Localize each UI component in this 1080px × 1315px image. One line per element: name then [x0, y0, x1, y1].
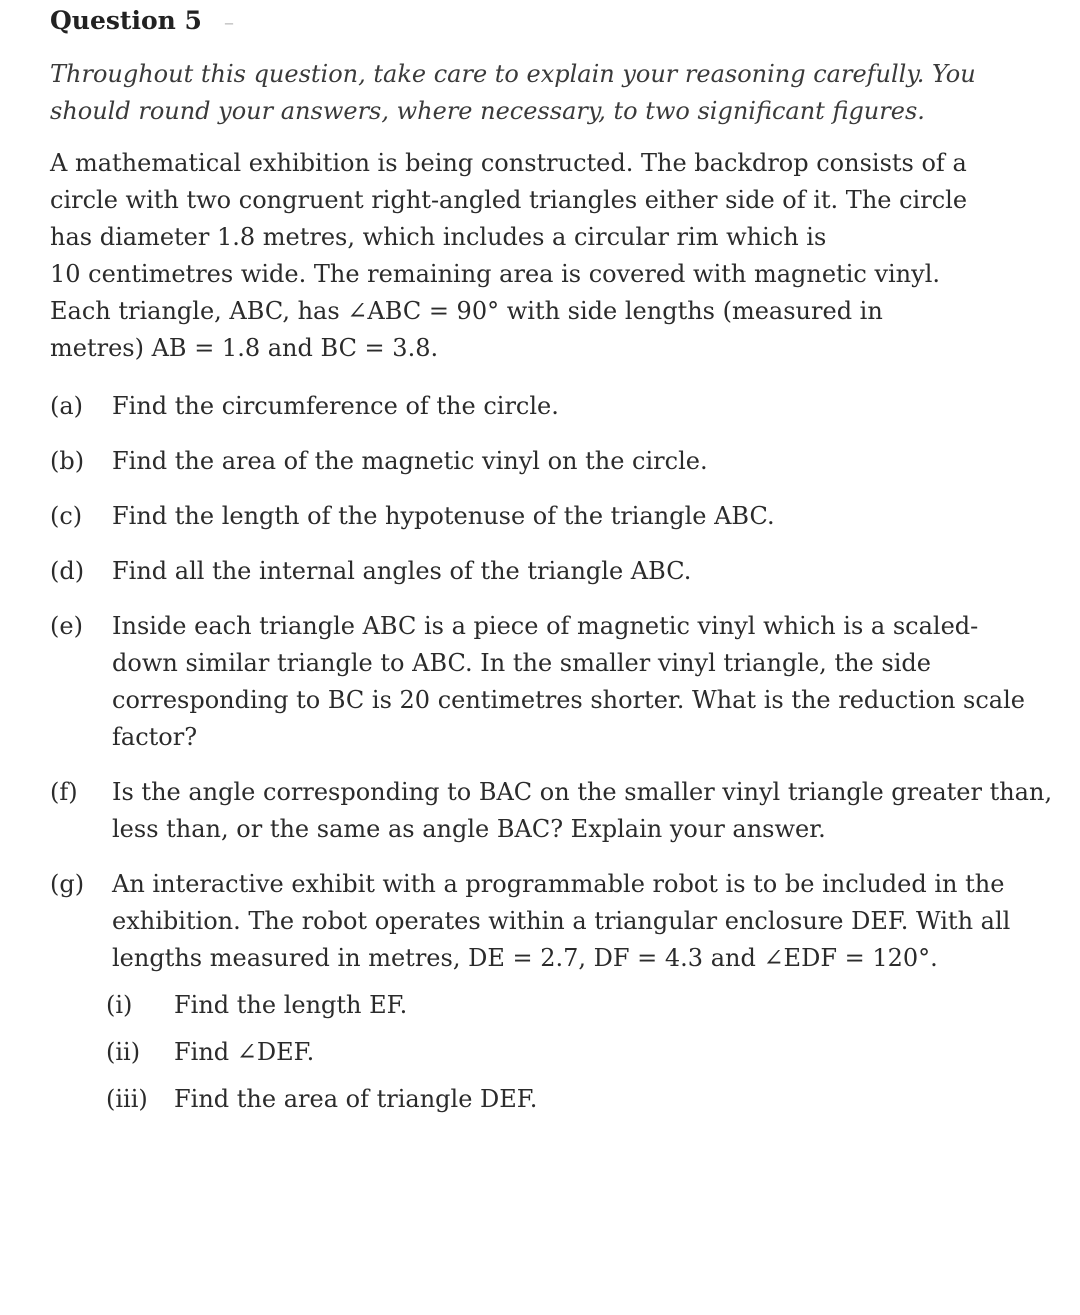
- part-g: [50, 866, 1070, 977]
- question-title: Question 5: [50, 6, 202, 35]
- part-label: (f): [50, 778, 78, 806]
- intro-line: A mathematical exhibition is being constructed. The backdrop consists of a: [50, 149, 967, 177]
- subpart-label: (iii): [106, 1085, 148, 1113]
- part-text: Find the area of the magnetic vinyl on the circle.: [112, 447, 708, 475]
- intro-line: 10 centimetres wide. The remaining area is covered with magnetic vinyl.: [50, 260, 941, 288]
- subpart-label: (i): [106, 991, 133, 1019]
- part-label: (b): [50, 447, 85, 475]
- question-header: [50, 2, 234, 41]
- part-text: Find the circumference of the circle.: [112, 392, 559, 420]
- subpart-i: [106, 987, 1070, 1024]
- part-text: Find the length of the hypotenuse of the triangle ABC.: [112, 502, 775, 530]
- subpart-text: Find the area of triangle DEF.: [174, 1085, 538, 1113]
- intro-paragraph: [50, 145, 1065, 367]
- part-b: [50, 443, 1070, 480]
- intro-line: Each triangle, ABC, has ∠ABC = 90° with side lengths (measured in: [50, 297, 883, 325]
- subpart-iii: [106, 1081, 1070, 1118]
- part-label: (e): [50, 612, 83, 640]
- part-text: Find all the internal angles of the triangle ABC.: [112, 557, 692, 585]
- subpart-label: (ii): [106, 1038, 141, 1066]
- title-dash: –: [223, 10, 234, 34]
- question-parts: [50, 388, 1070, 1118]
- part-text: Is the angle corresponding to BAC on the smaller vinyl triangle greater than, less than, or the same as angle BAC? Explain your answer.: [112, 778, 1053, 843]
- part-text: An interactive exhibit with a programmable robot is to be included in the exhibition. The robot operates within a triangular enclosure DEF. With all lengths measured in metres, DE = 2.7, DF = 4.3 and ∠EDF = 120°.: [112, 870, 1011, 972]
- part-text: Inside each triangle ABC is a piece of magnetic vinyl which is a scaled-down similar triangle to ABC. In the smaller vinyl triangle, the side corresponding to BC is 20 centimetres shorter. What is the reduction scale factor?: [112, 612, 1025, 751]
- part-label: (d): [50, 557, 85, 585]
- intro-line: metres) AB = 1.8 and BC = 3.8.: [50, 334, 439, 362]
- part-g-subparts: [106, 987, 1070, 1118]
- part-f: [50, 774, 1070, 848]
- subpart-text: Find the length EF.: [174, 991, 408, 1019]
- part-d: [50, 553, 1070, 590]
- instructions: Throughout this question, take care to explain your reasoning carefully. You should round your answers, where necessary, to two significant figures.: [50, 60, 976, 125]
- subpart-text: Find ∠DEF.: [174, 1038, 315, 1066]
- subpart-ii: [106, 1034, 1070, 1071]
- intro-line: has diameter 1.8 metres, which includes a circular rim which is: [50, 223, 827, 251]
- part-label: (a): [50, 392, 84, 420]
- part-label: (c): [50, 502, 83, 530]
- part-c: [50, 498, 1070, 535]
- intro-line: circle with two congruent right-angled triangles either side of it. The circle: [50, 186, 968, 214]
- part-label: (g): [50, 870, 85, 898]
- part-e: [50, 608, 1070, 756]
- part-a: [50, 388, 1070, 425]
